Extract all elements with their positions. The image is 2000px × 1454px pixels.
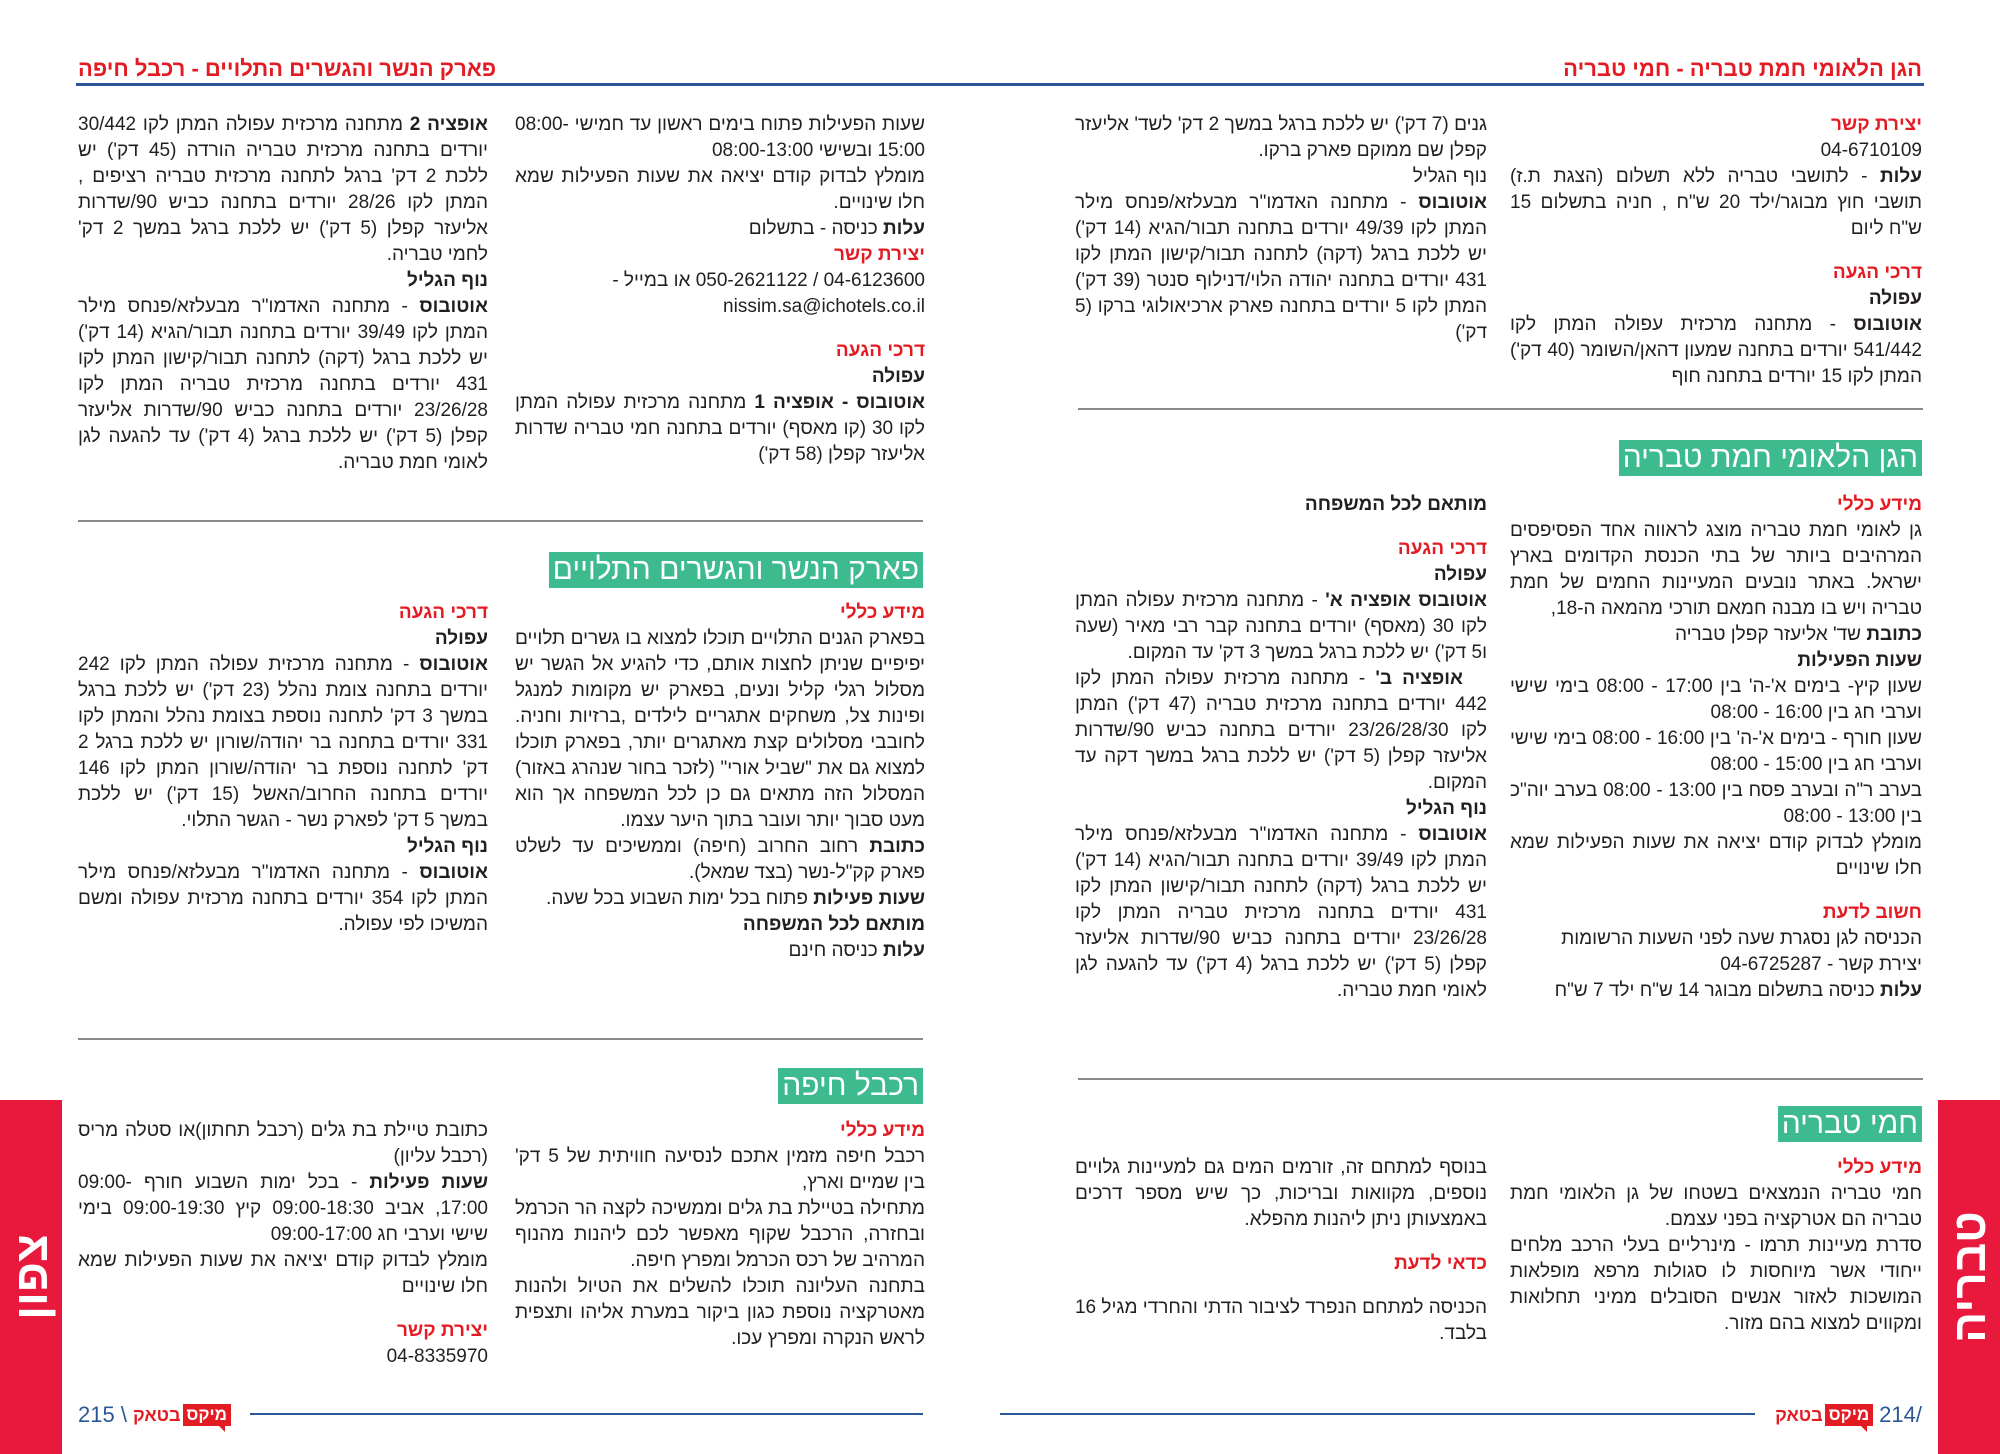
address-line: כתובת רחוב החרוב (חיפה) וממשיכים עד לשלט פארק קק"ל-נשר (בצד שמאל). (515, 836, 925, 883)
cost-line: עלות - לתושבי טבריה ללא תשלום (הצגת ת.ז) תושבי חוץ מבוגר/ילד 20 ש"ח , חניה בתשלום 15 ש"ח ליום (1510, 166, 1922, 239)
nof-hagalil-label: נוף הגליל (406, 836, 488, 857)
hours-label: שעות הפעילות (1797, 650, 1922, 671)
directions-heading: דרכי הגעה (835, 340, 925, 361)
directions-heading: דרכי הגעה (398, 602, 488, 623)
hamat-top-col-right (1510, 112, 1922, 390)
footer-rule (250, 1413, 923, 1415)
hamat-col-left (1075, 492, 1487, 1004)
address-text: כתובת טיילת בת גלים (רכבל תחתון)או סטלה מריס (רכבל עליון) (78, 1120, 488, 1167)
cost-line: עלות כניסה - בתשלום (748, 218, 925, 239)
nof-hagalil-label: נוף הגליל (1405, 798, 1487, 819)
page-number: 215 \ (78, 1402, 127, 1427)
nof-hagalil-label: נוף הגליל (406, 270, 488, 291)
general-text-1: רכבל חיפה מזמין אתכם לנסיעה חוויתית של 5 דק' בין שמיים וארץ, (515, 1146, 925, 1193)
hours-line: שעות פעילות פתוח בכל ימות השבוע בכל שעה. (546, 888, 925, 909)
hamei-title-wrap (1778, 1106, 1922, 1142)
contact-heading: יצירת קשר (1830, 114, 1922, 135)
general-text-1: חמי טבריה הנמצאים בשטחו של גן הלאומי חמת טבריה הם אטרקציה בפני עצמם. (1510, 1183, 1922, 1230)
important-line: יצירת קשר - 04-6725287 (1720, 954, 1922, 975)
nesher-col-left (78, 600, 488, 938)
hours-line: מומלץ לבדוק קודם יציאה את שעות הפעילות שמא חלו שינויים (1510, 832, 1922, 879)
running-head: פארק הנשר והגשרים התלויים - רכבל חיפה (78, 56, 497, 81)
running-head: הגן הלאומי חמת טבריה - חמי טבריה (1563, 56, 1922, 81)
hours-line: שעון קיץ- בימים א'-ה' בין 17:00 - 08:00 בימי שישי וערבי חג בין 16:00 - 08:00 (1510, 676, 1923, 723)
section-title-cable: רכבל חיפה (778, 1068, 923, 1104)
section-divider (78, 1038, 923, 1040)
bus-option-a: אוטובוס אופציה א' - מתחנה מרכזית עפולה המתן לקו 30 (מאסף) יורדים בתחנה קבר רבי מאיר (שעה ו5 דק') יש ללכת ברגל במשך 3 דק' עד המקום. (1075, 590, 1487, 663)
family-line: מותאם לכל המשפחה (1304, 494, 1487, 515)
general-heading: מידע כללי (1836, 1157, 1922, 1178)
general-heading: מידע כללי (839, 602, 925, 623)
hours-line: שעות פעילות - בכל ימות השבוע חורף -09:00 17:00, אביב 09:00-18:30 קיץ 09:00-19:30 בימי שישי וערבי חג 09:00-17:00 (78, 1172, 488, 1245)
bus-text: אוטובוס - מתחנה האדמו"ר מבעלזא/פנחס מילר המתן לקו 39/49 יורדים בתחנה תבור/הגיא (14 דק') יש ללכת ברגל (דקה) לתחנה תבור/קישון המתן לקו 431 יורדים בתחנה מרכזית טבריה המתן לקו 23/26/28 יורדים בתחנה כביש 90/שדרות אליעזר קפלן (5 דק') יש ללכת ברגל (4 דק') עד להגעה לגן לאומי חמת טבריה. (1075, 824, 1487, 1001)
header-rule (76, 83, 1000, 86)
check-text: מומלץ לבדוק קודם יציאה את שעות הפעילות שמא חלו שינויים (78, 1250, 488, 1297)
address-line: כתובת שד' אליעזר קפלן טבריה (1674, 624, 1922, 645)
logo-box: מיקס (183, 1404, 231, 1426)
bus-text: אוטובוס - מתחנה האדמו"ר מבעלזא/פנחס מילר המתן לקו 49/39 יורדים בתחנה תבור/הגיא (14 דק') יש ללכת ברגל (דקה) לתחנה תבור/קישון המתן לקו 431 יורדים בתחנה יהודה הלוי/דנילוף סנטר (39 דק') המתן לקו 5 יורדים בתחנה פארק ארכיאולוגי ברקו (5 דק') (1075, 192, 1487, 343)
section-title-hamat: הגן הלאומי חמת טבריה (1619, 440, 1922, 476)
hamei-col-left (1075, 1155, 1487, 1347)
logo-text: בטאק (1775, 1404, 1823, 1425)
entry-cost: עלות כניסה בתשלום מבוגר 14 ש"ח ילד 7 ש"ח (1554, 980, 1922, 1001)
general-heading: מידע כללי (839, 1120, 925, 1141)
directions-cont: גנים (7 דק') יש ללכת ברגל במשך 2 דק' לשד' אליעזר קפלן שם ממוקם פארק ברקו. (1075, 114, 1488, 161)
bus-text: אוטובוס - מתחנה מרכזית עפולה המתן לקו 541/442 יורדים בתחנה שמעון דהאן/השומר (40 דק') המתן לקו 15 יורדים בתחנה חוף (1510, 314, 1922, 387)
section-divider (1078, 1078, 1923, 1080)
cable-col-left (78, 1118, 488, 1370)
general-text-3: בתחנה העליונה תוכלו להשלים את הטיול ולהנות מאטרקציה נוספת כגון ביקור במערת אליהו ותצפית לראש הנקרה ומפרץ עכו. (515, 1276, 925, 1349)
section-divider (1078, 408, 1923, 410)
general-text: בפארק הגנים התלויים תוכלו למצוא בו גשרים תלויים יפיפיים שניתן לחצות אותם, כדי להגיע אל הגשר יש מסלול רגלי קליל ונעים, בפארק יש מקומות למנגל ופינות צל, משחקים אתגריים לילדים ,ברזיות וחניה. לחובבי מסלולים קצת מאתגרים יותר, בפארק תוכלו למצוא גם את "שביל אורי" (לזכר בחור שנהרג באזור) המסלול הזה מתאים גם כן לכל המשפחה אך הוא מעט סבוך יותר ועובר בתוך היער עצמו. (515, 628, 925, 831)
hamat-title-wrap (1619, 440, 1922, 476)
afula-label: עפולה (434, 628, 488, 649)
hours-text: שעות הפעילות פתוח בימים ראשון עד חמישי 08:00-15:00 ובשישי 08:00-13:00 (515, 114, 925, 161)
bus-text-2: אוטובוס - מתחנה האדמו"ר מבעלזא/פנחס מילר המתן לקו 354 יורדים בתחנה מרכזית עפולה ומשם המשיכו לפי עפולה. (78, 862, 488, 935)
cost-line: עלות כניסה חינם (788, 940, 925, 961)
springs-text: בנוסף למתחם זה, זורמים המים גם למעיינות גלויים נוספים, מקוואות ובריכות, כך שיש מספר דרכים באמצעותן ניתן ליהנות מהפלא. (1075, 1157, 1487, 1230)
cable-col-right (515, 1118, 925, 1352)
hamei-col-right (1510, 1155, 1922, 1337)
check-text: מומלץ לבדוק קודם יציאה את שעות הפעילות שמא חלו שינויים. (515, 166, 925, 213)
footer (1769, 1402, 1922, 1428)
bus-text: אוטובוס - מתחנה מרכזית עפולה המתן לקו 242 יורדים בתחנה צומת נהלל (23 דק') יש ללכת ברגל במשך 3 דק' לתחנה נוספת בצומת נהלל והמתן לקו 331 יורדים בתחנה בר יהודה/שורון יש ללכת ברגל 2 דק' לתחנה נוספת בר יהודה/שורון המתן לקו 146 יורדים בתחנה החרוב/האשל (15 דק') יש ללכת במשך 5 דק' לפארק נשר - הגשר התלוי. (78, 654, 488, 831)
page-number: 214/ (1879, 1402, 1922, 1427)
section-title-hamei: חמי טבריה (1778, 1106, 1922, 1142)
directions-heading: דרכי הגעה (1832, 262, 1922, 283)
bus-text: אוטובוס - מתחנה האדמו"ר מבעלזא/פנחס מילר המתן לקו 39/49 יורדים בתחנה תבור/הגיא (14 דק') יש ללכת ברגל (דקה) לתחנה תבור/קישון המתן לקו 431 יורדים בתחנה מרכזית טבריה המתן לקו 23/26/28 יורדים בתחנה כביש 90/שדרות אליעזר קפלן (5 דק') יש ללכת ברגל (4 דק') עד להגעה לגן לאומי חמת טבריה. (78, 296, 488, 473)
phone: 04-8335970 (386, 1346, 488, 1367)
publication-logo (1775, 1404, 1873, 1426)
nesher-top-col-right (515, 112, 925, 468)
contact-text: 04-6123600 / 050-2621122 או במייל - (612, 270, 925, 291)
hamat-top-col-left (1075, 112, 1487, 346)
afula-label: עפולה (1868, 288, 1922, 309)
nof-hagalil-label: נוף הגליל (1412, 166, 1487, 187)
contact-heading: יצירת קשר (833, 244, 925, 265)
afula-label: עפולה (871, 366, 925, 387)
hamat-col-right (1510, 492, 1922, 1004)
publication-logo (133, 1404, 231, 1426)
bus-option-b: אופציה ב' - מתחנה מרכזית עפולה המתן לקו 442 יורדים בתחנה מרכזית טבריה (47 דק') המתן לקו 23/26/28/30 יורדים בתחנה כביש 90/שדרות אליעזר קפלן (5 דק') יש ללכת ברגל במשך דקה עד המקום. (1075, 668, 1487, 793)
right-page (1000, 0, 2000, 1454)
section-title-nesher: פארק הנשר והגשרים התלויים (549, 552, 923, 588)
general-text-2: סדרת מעיינות תרמו - מינרליים בעלי הרכב מלחים ייחודי אשר מיוחסות לו סגולות מרפא מופלאות המושכות לאזור אנשים הסובלים ממיני תחלואות ומקווים למצוא בהם מזור. (1510, 1235, 1922, 1334)
side-tab-region (0, 1100, 62, 1454)
bus-text: אוטובוס - אופציה 1 מתחנה מרכזית עפולה המתן לקו 30 (קו מאסף) יורדים בתחנה חמי טבריה שדרות אליעזר קפלן (58 דק') (515, 392, 926, 465)
option2-text: אופציה 2 מתחנה מרכזית עפולה המתן לקו 30/442 יורדים בתחנה מרכזית טבריה הורדה (45 דק') יש ללכת 2 דק' ברגל לתחנה מרכזית טבריה רציפים , המתן לקו 28/26 יורדים בתחנה כביש 90/שדרות אליעזר קפלן (5 דק') יש ללכת ברגל במשך 2 דק' לחמי טבריה. (78, 114, 488, 265)
afula-label: עפולה (1433, 564, 1487, 585)
worth-knowing-text: הכניסה למתחם הנפרד לציבור הדתי והחרדי מגיל 16 בלבד. (1074, 1297, 1487, 1344)
general-heading: מידע כללי (1836, 494, 1922, 515)
footer (78, 1402, 237, 1428)
side-tab-label: צפון (5, 1234, 57, 1320)
header-rule (1000, 83, 1924, 86)
hours-line: שעון חורף - בימים א'-ה' בין 16:00 - 08:00 בימי שישי וערבי חג בין 15:00 - 08:00 (1510, 728, 1923, 775)
footer-rule (1000, 1413, 1755, 1415)
logo-text: בטאק (132, 1404, 181, 1425)
side-tab-label: טבריה (1943, 1211, 1995, 1343)
important-heading: חשוב לדעת (1822, 902, 1922, 923)
important-line: הכניסה לגן נסגרת שעה לפני השעות הרשומות (1561, 928, 1922, 949)
nesher-top-col-left (78, 112, 488, 476)
general-text: גן לאומי חמת טבריה מוצג לראווה אחד הפסיפסים המרהיבים ביותר של בתי הכנסת הקדומים בארץ ישראל. באתר נובעים המעיינות החמים של חמת טבריה ויש בו מבנה חמאם תורכי מהמאה ה-18, (1510, 520, 1922, 619)
side-tab-region (1938, 1100, 2000, 1454)
family-line: מותאם לכל המשפחה (742, 914, 925, 935)
logo-box: מיקס (1825, 1404, 1873, 1426)
phone: 04-6710109 (1820, 140, 1922, 161)
contact-heading: יצירת קשר (396, 1320, 488, 1341)
section-divider (78, 520, 923, 522)
nesher-title-wrap (549, 552, 923, 588)
cable-title-wrap (778, 1068, 923, 1104)
hours-line: בערב ר"ה ובערב פסח בין 13:00 - 08:00 בערב יוה"כ בין 13:00 - 08:00 (1510, 780, 1922, 827)
worth-knowing-heading: כדאי לדעת (1394, 1253, 1487, 1274)
general-text-2: מתחילה בטיילת בת גלים וממשיכה לקצה הר הכרמל ובחזרה, הרכבל שקוף מאפשר לכם ליהנות מהנוף המרהיב של רכס הכרמל ומפרץ חיפה. (515, 1198, 925, 1271)
email-link[interactable]: nissim.sa@ichotels.co.il (723, 296, 925, 317)
directions-heading: דרכי הגעה (1397, 538, 1487, 559)
nesher-col-right (515, 600, 925, 964)
